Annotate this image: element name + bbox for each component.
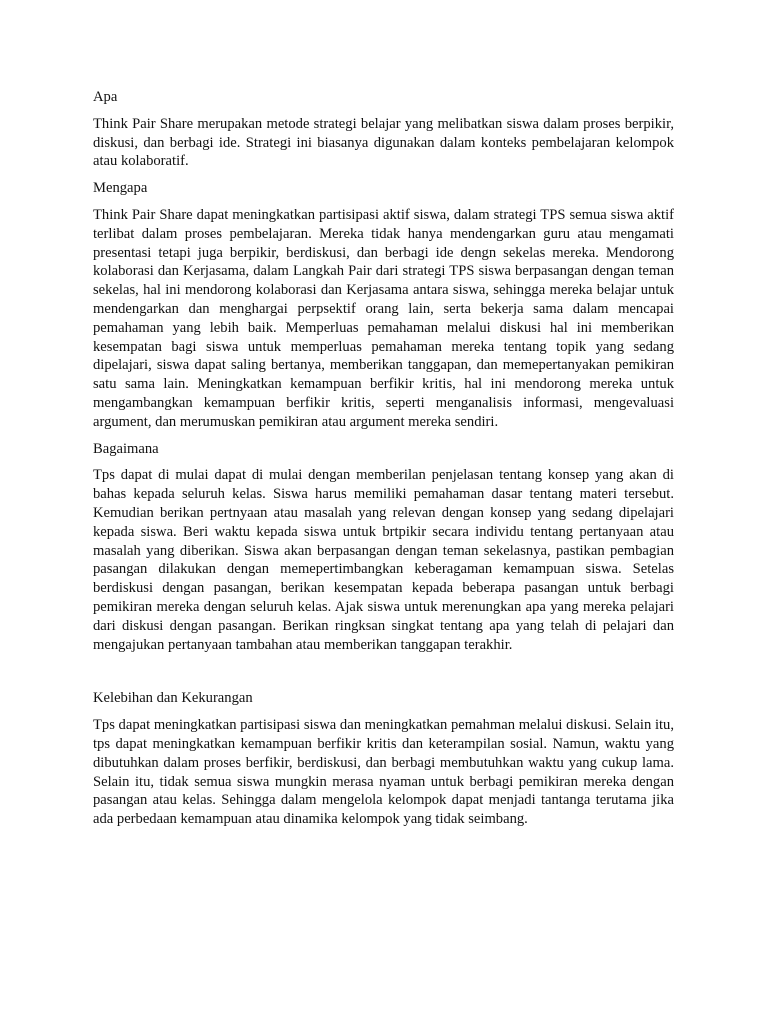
document-page <box>93 88 674 837</box>
section-body-bagaimana: Tps dapat di mulai dapat di mulai dengan memberilan penjelasan tentang konsep yang akan di bahas kepada seluruh kelas. Siswa harus memiliki pemahaman dasar tentang materi tersebut. Kemudian berikan pertnyaan atau masalah yang relevan dengan konsep yang sedang dipelajari kepada siswa. Beri waktu kepada siswa untuk brtpikir secara individu tentang pertanyaan atau masalah yang diberikan. Siswa akan berpasangan dengan teman sekelasnya, pastikan pembagian pasangan dilakukan dengan memepertimbangkan keberagaman kemampuan siswa. Setelas berdiskusi dengan pasangan, berikan kesempatan kepada beberapa pasangan untuk berbagi pemikiran mereka dengan seluruh kelas. Ajak siswa untuk merenungkan apa yang mereka pelajari dari diskusi dengan pasangan. Berikan ringksan singkat tentang apa yang telah di pelajari dan mengajukan pertanyaan tambahan atau memberikan tanggapan terakhir. <box>93 467 674 653</box>
section-heading-bagaimana: Bagaimana <box>93 440 159 457</box>
section-body-apa: Think Pair Share merupakan metode strategi belajar yang melibatkan siswa dalam proses berpikir, diskusi, dan berbagi ide. Strategi ini biasanya digunakan dalam konteks pembelajaran kelompok atau kolaboratif. <box>93 115 674 170</box>
section-body-mengapa: Think Pair Share dapat meningkatkan partisipasi aktif siswa, dalam strategi TPS semua siswa aktif terlibat dalam proses pembelajaran. Mereka tidak hanya mendengarkan guru atau mengamati presentasi tetapi juga berpikir, berdiskusi, dan berbagi ide dengn sekelas mereka. Mendorong kolaborasi dan Kerjasama, dalam Langkah Pair dari strategi TPS siswa berpasangan dengan teman sekelas, hal ini mendorong kolaborasi dan Kerjasama antara siswa, sehingga mereka belajar untuk mendengarkan dan menghargai perpsektif orang lain, serta bekerja sama dalam mencapai pemahaman yang lebih baik. Memperluas pemahaman melalui diskusi hal ini memberikan kesempatan bagi siswa untuk memperluas pemahaman mereka tentang topik yang sedang dipelajari, siswa dapat saling bertanya, memberikan tanggapan, dan memepertanyakan pemikiran satu sama lain. Meningkatkan kemampuan berfikir kritis, hal ini mendorong mereka untuk mengambangkan kemampuan berfikir kritis, seperti menganalisis informasi, mengevaluasi argument, dan merumuskan pemikiran atau argument mereka sendiri. <box>93 206 674 430</box>
blank-line <box>93 662 674 689</box>
section-heading-kelebihan-kekurangan: Kelebihan dan Kekurangan <box>93 690 253 707</box>
section-heading-mengapa: Mengapa <box>93 180 148 197</box>
section-body-kelebihan-kekurangan: Tps dapat meningkatkan partisipasi siswa dan meningkatkan pemahman melalui diskusi. Selain itu, tps dapat meningkatkan kemampuan berfikir kritis dan keterampilan sosial. Namun, waktu yang dibutuhkan dalam proses berfikir, berdiskusi, dan berbagi membutuhkan waktu yang cukup lama. Selain itu, tidak semua siswa mungkin merasa nyaman untuk berbagi pemikiran mereka dengan pasangan atau kelas. Sehingga dalam mengelola kelompok dapat menjadi tantanga terutama jika ada perbedaan kemampuan atau dinamika kelompok yang tidak seimbang. <box>93 717 674 828</box>
section-heading-apa: Apa <box>93 89 118 105</box>
